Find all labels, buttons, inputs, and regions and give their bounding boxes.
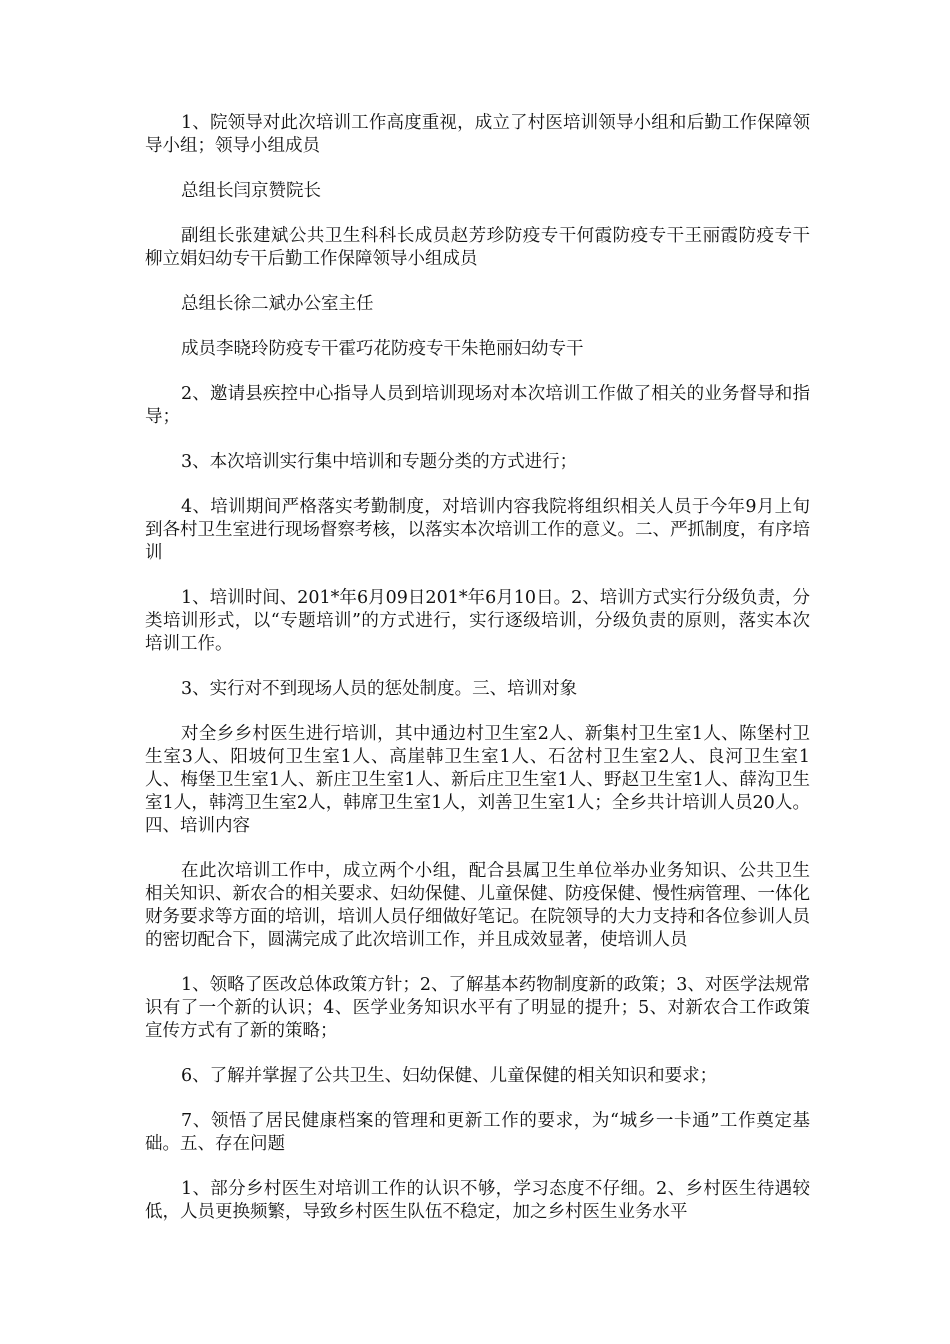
paragraph-5: 成员李晓玲防疫专干霍巧花防疫专干朱艳丽妇幼专干 [181,339,584,359]
paragraph-16: 1、部分乡村医生对培训工作的认识不够，学习态度不仔细。2、乡村医生待遇较低，人员更换频繁，导致乡村医生队伍不稳定，加之乡村医生业务水平 [145,1179,810,1222]
paragraph-2: 总组长闫京赞院长 [181,181,321,201]
paragraph-12: 在此次培训工作中，成立两个小组，配合县属卫生单位举办业务知识、公共卫生相关知识、新农合的相关要求、妇幼保健、儿童保健、防疫保健、慢性病管理、一体化财务要求等方面的培训，培训人员仔细做好笔记。在院领导的大力支持和各位参训人员的密切配合下，圆满完成了此次培训工作，并且成效显著，使培训人员 [145,861,810,950]
paragraph-13: 1、领略了医改总体政策方针；2、了解基本药物制度新的政策；3、对医学法规常识有了一个新的认识；4、医学业务知识水平有了明显的提升；5、对新农合工作政策宣传方式有了新的策略； [145,975,810,1041]
paragraph-10: 3、实行对不到现场人员的惩处制度。三、培训对象 [181,679,578,699]
paragraph-8: 4、培训期间严格落实考勤制度，对培训内容我院将组织相关人员于今年9月上旬到各村卫生室进行现场督察考核，以落实本次培训工作的意义。二、严抓制度，有序培训 [145,497,810,563]
paragraph-4: 总组长徐二斌办公室主任 [181,294,374,314]
paragraph-1: 1、院领导对此次培训工作高度重视，成立了村医培训领导小组和后勤工作保障领导小组；领导小组成员 [145,113,810,156]
paragraph-14: 6、了解并掌握了公共卫生、妇幼保健、儿童保健的相关知识和要求； [181,1066,718,1086]
paragraph-3: 副组长张建斌公共卫生科科长成员赵芳珍防疫专干何霞防疫专干王丽霞防疫专干柳立娟妇幼专干后勤工作保障领导小组成员 [145,226,810,269]
paragraph-6: 2、邀请县疾控中心指导人员到培训现场对本次培训工作做了相关的业务督导和指导； [145,384,810,427]
paragraph-7: 3、本次培训实行集中培训和专题分类的方式进行； [181,452,578,472]
document-body [145,112,810,1246]
paragraph-11: 对全乡乡村医生进行培训，其中通边村卫生室2人、新集村卫生室1人、陈堡村卫生室3人、阳坡何卫生室1人、高崖韩卫生室1人、石岔村卫生室2人、良河卫生室1人、梅堡卫生室1人、新庄卫生室1人、新后庄卫生室1人、野赵卫生室1人、薛沟卫生室1人，韩湾卫生室2人，韩席卫生室1人，刘善卫生室1人；全乡共计培训人员20人。四、培训内容 [145,724,810,836]
paragraph-15: 7、领悟了居民健康档案的管理和更新工作的要求，为“城乡一卡通”工作奠定基础。五、存在问题 [145,1111,810,1154]
paragraph-9: 1、培训时间、201*年6月09日201*年6月10日。2、培训方式实行分级负责，分类培训形式，以“专题培训”的方式进行，实行逐级培训，分级负责的原则，落实本次培训工作。 [145,588,810,654]
